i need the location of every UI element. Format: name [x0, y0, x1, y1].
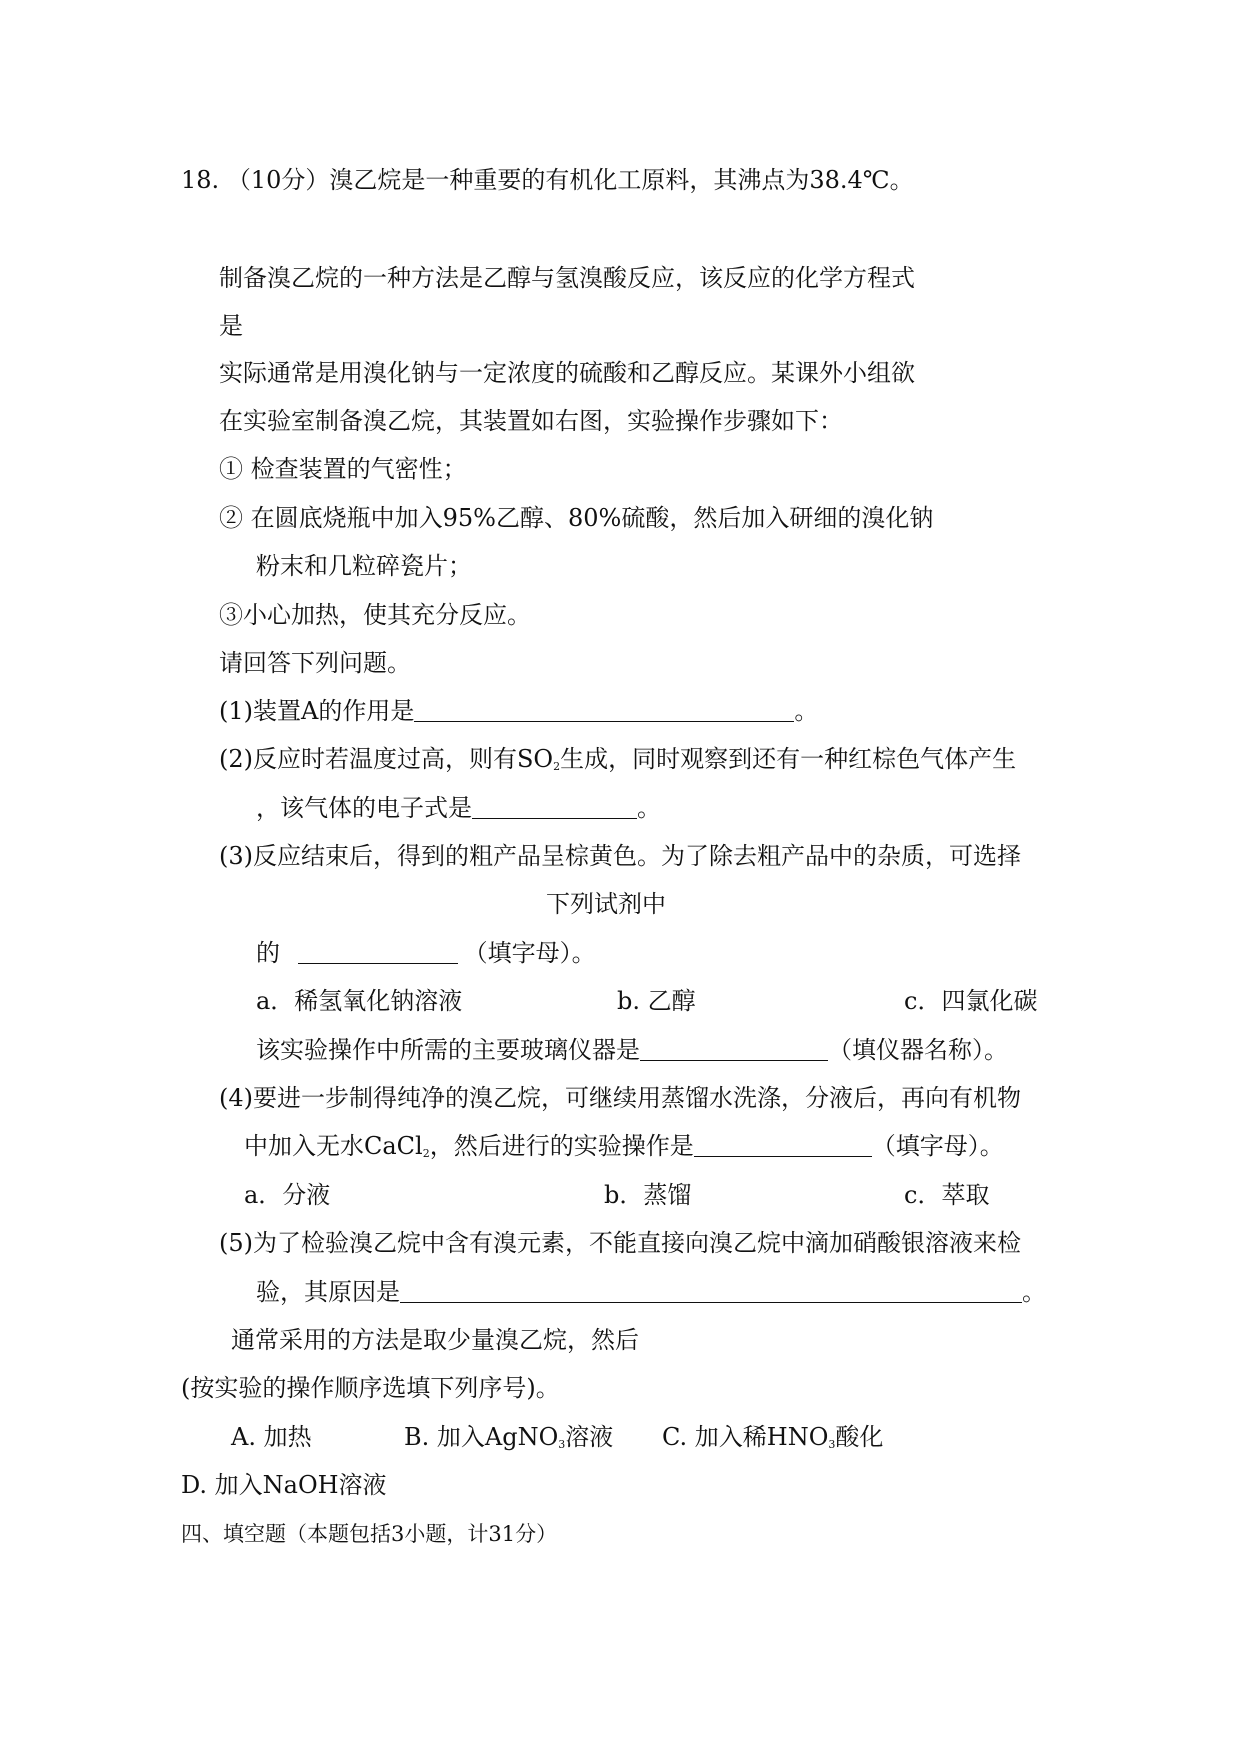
prep-line-2: 是	[219, 312, 243, 340]
part-1	[219, 695, 818, 727]
part-5-line-2-text: 验，其原因是	[256, 1278, 400, 1306]
part-3-line-3-text: 的	[256, 939, 288, 967]
part-4-option-c: c．萃取	[904, 1181, 990, 1209]
part-5-line-3: 通常采用的方法是取少量溴乙烷，然后	[231, 1326, 639, 1354]
part-3-line-3	[256, 937, 596, 969]
ask-line: 请回答下列问题。	[219, 649, 411, 677]
part-2-line-2	[256, 792, 661, 824]
actual-line-2: 在实验室制备溴乙烷，其装置如右图，实验操作步骤如下：	[219, 407, 843, 435]
part-3-line-3-end: （填字母）。	[463, 939, 596, 967]
part-4-text-b: ，然后进行的实验操作是	[429, 1132, 694, 1160]
part-2-text-a: (2)反应时若温度过高，则有SO	[219, 745, 554, 773]
prep-line-1: 制备溴乙烷的一种方法是乙醇与氢溴酸反应，该反应的化学方程式	[219, 264, 915, 292]
part-3-line-2: 下列试剂中	[546, 890, 666, 918]
part-5-option-c-subscript: 3	[828, 1438, 836, 1451]
part-3-glassware	[256, 1034, 1008, 1066]
part-2-end: 。	[637, 794, 661, 822]
part-5-reason-blank[interactable]	[400, 1278, 1022, 1303]
question-score: （10分）	[226, 166, 330, 194]
part-3-option-b: b. 乙醇	[617, 987, 696, 1015]
part-4-option-b: b．蒸馏	[604, 1181, 692, 1209]
step-2-line-2: 粉末和几粒碎瓷片；	[256, 552, 472, 580]
part-3-option-c: c．四氯化碳	[904, 987, 1038, 1015]
part-5-option-d: D. 加入NaOH溶液	[181, 1471, 387, 1499]
step-3: ③小心加热，使其充分反应。	[219, 601, 531, 629]
part-3-line-1: (3)反应结束后，得到的粗产品呈棕黄色。为了除去粗产品中的杂质，可选择	[219, 842, 1021, 870]
part-2-text-b: 生成，同时观察到还有一种红棕色气体产生	[560, 745, 1017, 773]
part-2-line-1	[219, 743, 1016, 783]
part-4-text-c: （填字母）。	[871, 1132, 1004, 1160]
part-3-option-a: a．稀氢氧化钠溶液	[256, 987, 463, 1015]
part-4-line-2	[244, 1130, 1004, 1170]
actual-line-1: 实际通常是用溴化钠与一定浓度的硫酸和乙醇反应。某课外小组欲	[219, 359, 915, 387]
part-5-line-2	[256, 1276, 1046, 1308]
part-3-answer-blank[interactable]	[298, 939, 458, 964]
part-4-option-a: a．分液	[244, 1181, 331, 1209]
part-4-text-a: 中加入无水CaCl	[244, 1132, 423, 1160]
part-5-line-1: (5)为了检验溴乙烷中含有溴元素，不能直接向溴乙烷中滴加硝酸银溶液来检	[219, 1229, 1021, 1257]
part-3-glassware-end: （填仪器名称）。	[828, 1036, 1008, 1064]
step-2-line-1: ② 在圆底烧瓶中加入95%乙醇、80%硫酸，然后加入研细的溴化钠	[219, 504, 934, 532]
part-1-end: 。	[794, 697, 819, 725]
part-3-glassware-blank[interactable]	[640, 1036, 828, 1061]
part-5-option-b-text-a: B. 加入AgNO	[404, 1423, 559, 1451]
part-4-line-1: (4)要进一步制得纯净的溴乙烷，可继续用蒸馏水洗涤，分液后，再向有机物	[219, 1084, 1021, 1112]
part-4-answer-blank[interactable]	[694, 1132, 872, 1157]
part-1-answer-blank[interactable]	[414, 697, 794, 722]
part-2-line-2-text: ，该气体的电子式是	[256, 794, 472, 822]
part-5-line-4: (按实验的操作顺序选填下列序号)。	[181, 1374, 560, 1402]
part-5-line-2-end: 。	[1022, 1278, 1046, 1306]
part-5-option-c	[662, 1421, 883, 1461]
part-5-option-b-subscript: 3	[558, 1438, 566, 1451]
part-5-option-a: A. 加热	[231, 1423, 312, 1451]
question-number: 18.	[181, 166, 220, 194]
question-intro: 溴乙烷是一种重要的有机化工原料，其沸点为38.4℃。	[329, 166, 914, 194]
part-2-answer-blank[interactable]	[472, 794, 637, 819]
part-5-option-c-text-b: 酸化	[835, 1423, 884, 1451]
step-1: ① 检查装置的气密性；	[219, 455, 467, 483]
part-5-option-c-text-a: C. 加入稀HNO	[662, 1423, 829, 1451]
question-header	[181, 164, 914, 196]
section-4-title: 四、填空题（本题包括3小题，计31分）	[181, 1522, 558, 1546]
part-2-subscript: 2	[553, 760, 561, 773]
part-1-text: (1)装置A的作用是	[219, 697, 415, 725]
part-3-glassware-text: 该实验操作中所需的主要玻璃仪器是	[256, 1036, 640, 1064]
part-5-option-b	[404, 1421, 613, 1461]
part-4-subscript: 2	[422, 1147, 430, 1160]
part-5-option-b-text-b: 溶液	[565, 1423, 614, 1451]
